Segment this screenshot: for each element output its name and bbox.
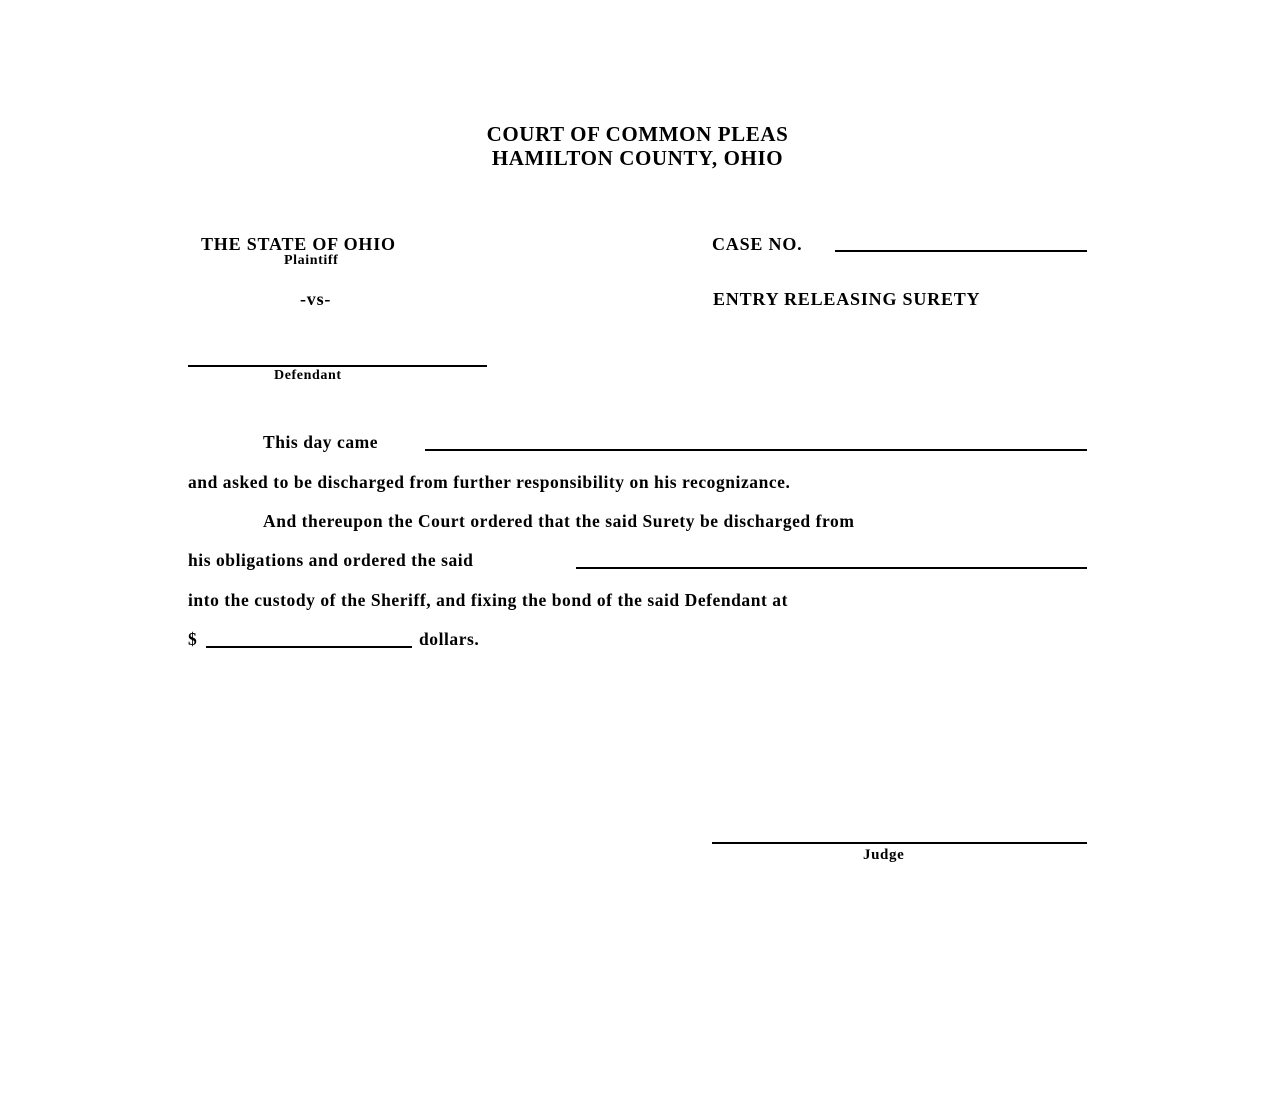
defendant-custody-line[interactable] <box>576 567 1087 569</box>
court-county: HAMILTON COUNTY, OHIO <box>491 146 784 170</box>
bond-amount-line[interactable] <box>206 646 412 648</box>
body-line-2: and asked to be discharged from further responsibility on his recognizance. <box>188 472 791 492</box>
defendant-label: Defendant <box>274 368 342 383</box>
body-line-4: his obligations and ordered the said <box>188 550 474 570</box>
case-no-line[interactable] <box>835 250 1087 252</box>
document-title: ENTRY RELEASING SURETY <box>713 289 981 309</box>
plaintiff-label: Plaintiff <box>284 253 339 268</box>
body-line-3: And thereupon the Court ordered that the said Surety be discharged from <box>263 511 855 531</box>
plaintiff-name: THE STATE OF OHIO <box>201 234 396 254</box>
defendant-name-line[interactable] <box>188 365 487 367</box>
case-no-label: CASE NO. <box>712 234 803 254</box>
body-line-5: into the custody of the Sheriff, and fixing the bond of the said Defendant at <box>188 590 788 610</box>
court-name: COURT OF COMMON PLEAS <box>486 122 789 146</box>
judge-label: Judge <box>863 847 905 863</box>
judge-signature-line[interactable] <box>712 842 1087 844</box>
surety-name-line[interactable] <box>425 449 1087 451</box>
versus-text: -vs- <box>300 289 332 309</box>
dollar-sign: $ <box>188 629 198 649</box>
dollars-word: dollars. <box>419 629 480 649</box>
body-line-1: This day came <box>263 432 379 452</box>
